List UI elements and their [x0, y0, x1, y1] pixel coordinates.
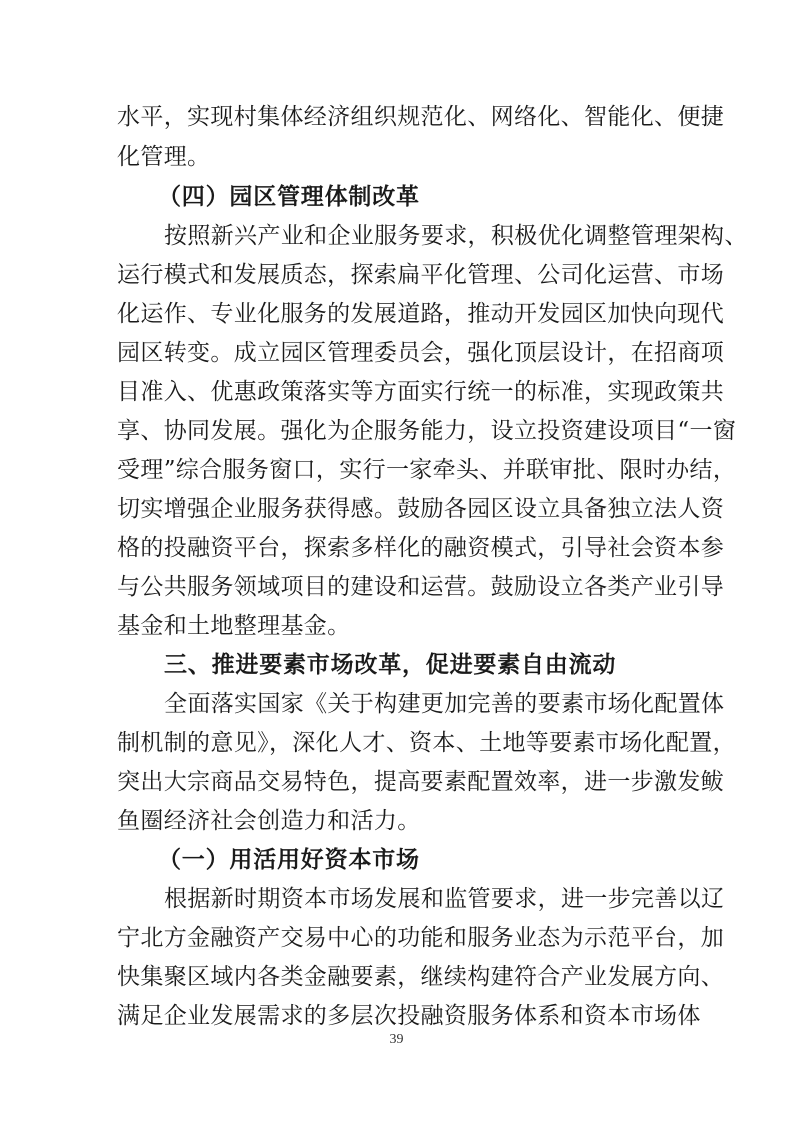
body-text-line: 目准入、优惠政策落实等方面实行统一的标准，实现政策共 — [117, 379, 725, 405]
section-heading-factor-market: 三、推进要素市场改革，促进要素自由流动 — [164, 652, 617, 678]
body-text-line: 基金和土地整理基金。 — [117, 613, 351, 639]
body-text-line: 按照新兴产业和企业服务要求，积极优化调整管理架构、 — [164, 223, 748, 249]
body-text-line: 享、协同发展。强化为企服务能力，设立投资建设项目“一窗 — [117, 418, 737, 444]
body-text-line: 鱼圈经济社会创造力和活力。 — [117, 808, 421, 834]
page-number: 39 — [389, 1032, 404, 1047]
body-text-line: 与公共服务领域项目的建设和运营。鼓励设立各类产业引导 — [117, 574, 725, 600]
body-text-line: 根据新时期资本市场发展和监管要求，进一步完善以辽 — [164, 886, 725, 912]
body-text-line: 运行模式和发展质态，探索扁平化管理、公司化运营、市场 — [117, 262, 725, 288]
body-text-line: 水平，实现村集体经济组织规范化、网络化、智能化、便捷 — [117, 104, 725, 130]
body-text-line: 快集聚区域内各类金融要素，继续构建符合产业发展方向、 — [117, 964, 725, 990]
body-text-line: 格的投融资平台，探索多样化的融资模式，引导社会资本参 — [117, 535, 725, 561]
body-text-line: 园区转变。成立园区管理委员会，强化顶层设计，在招商项 — [117, 340, 725, 366]
section-heading-capital-market: （一）用活用好资本市场 — [158, 847, 420, 873]
body-text-line: 化运作、专业化服务的发展道路，推动开发园区加快向现代 — [117, 301, 725, 327]
body-text-line: 全面落实国家《关于构建更加完善的要素市场化配置体 — [164, 691, 725, 717]
body-text-line: 受理”综合服务窗口，实行一家牵头、并联审批、限时办结， — [117, 457, 737, 483]
body-text-line: 制机制的意见》，深化人才、资本、土地等要素市场化配置， — [117, 730, 736, 756]
body-text-line: 化管理。 — [117, 144, 211, 170]
body-text-line: 切实增强企业服务获得感。鼓励各园区设立具备独立法人资 — [117, 496, 725, 522]
body-text-line: 宁北方金融资产交易中心的功能和服务业态为示范平台，加 — [117, 925, 725, 951]
body-text-line: 满足企业发展需求的多层次投融资服务体系和资本市场体 — [117, 1003, 701, 1029]
body-text-line: 突出大宗商品交易特色，提高要素配置效率，进一步激发鲅 — [117, 769, 725, 795]
section-heading-park-management: （四）园区管理体制改革 — [158, 184, 420, 210]
